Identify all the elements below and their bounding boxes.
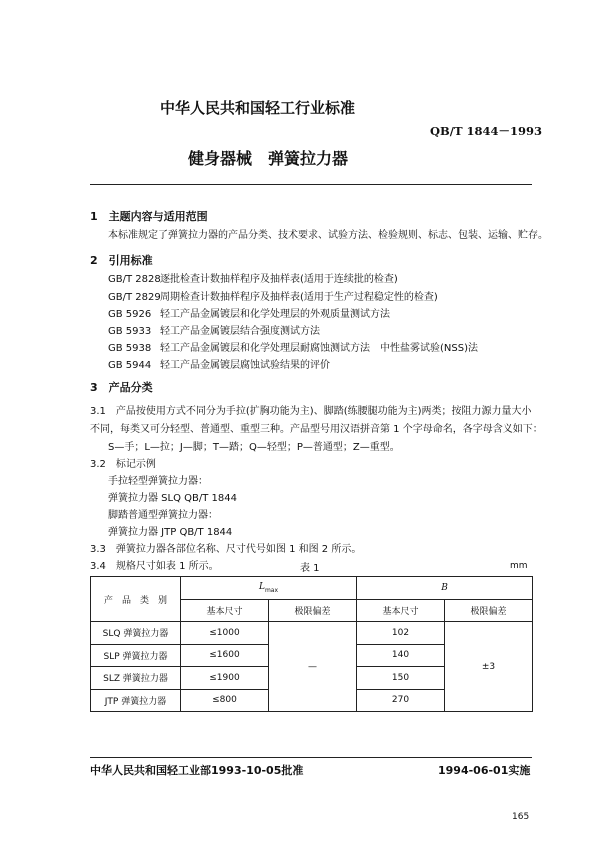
section-3-heading: 3 产品分类 xyxy=(90,381,153,394)
clause-3-4: 3.4 规格尺寸如表 1 所示。 xyxy=(90,561,219,572)
clause-3-1-line: 不同，每类又可分轻型、普通型、重型三种。产品型号用汉语拼音第 1 个字母命名，各字母含义如下： xyxy=(90,424,543,435)
reference-code: GB/T 2828 xyxy=(108,274,161,285)
reference-code: GB 5944 xyxy=(108,360,152,371)
reference-desc: 轻工产品金属镀层和化学处理层耐腐蚀测试方法 中性盐雾试验(NSS)法 xyxy=(160,343,478,354)
table-caption: 表 1 xyxy=(300,563,320,574)
reference-code: GB 5926 xyxy=(108,309,152,320)
reference-code: GB 5933 xyxy=(108,326,152,337)
reference-item xyxy=(108,356,330,371)
reference-desc: 轻工产品金属镀层结合强度测试方法 xyxy=(160,326,320,337)
header-b: B xyxy=(357,577,533,600)
table-row xyxy=(91,622,533,645)
reference-desc: 轻工产品金属镀层腐蚀试验结果的评价 xyxy=(160,360,330,371)
section-1-heading: 1 主题内容与适用范围 xyxy=(90,210,208,223)
document-title: 健身器械 弹簧拉力器 xyxy=(188,149,349,168)
clause-3-1-line: S—手；L—拉；J—脚；T—踏；Q—轻型；P—普通型；Z—重型。 xyxy=(108,442,400,453)
reference-item xyxy=(108,339,478,354)
reference-item xyxy=(108,305,390,320)
clause-3-2-heading: 3.2 标记示例 xyxy=(90,459,156,470)
clause-3-3: 3.3 弹簧拉力器各部位名称、尺寸代号如图 1 和图 2 所示。 xyxy=(90,544,362,555)
cell-lmax-basic: ≤1000 xyxy=(181,622,269,645)
cell-lmax-limit: — xyxy=(269,622,357,712)
standard-title: 中华人民共和国轻工行业标准 xyxy=(160,99,356,117)
footer-rule xyxy=(90,757,532,758)
effective-date: 1994-06-01实施 xyxy=(438,764,531,777)
subheader-basic-size: 基本尺寸 xyxy=(357,599,445,622)
marking-example-line: 脚踏普通型弹簧拉力器： xyxy=(108,510,218,521)
table-unit: mm xyxy=(510,561,528,571)
cell-b-basic: 140 xyxy=(357,644,445,667)
dimension-table xyxy=(90,576,533,712)
clause-3-1-line: 3.1 产品按使用方式不同分为手拉(扩胸功能为主)、脚踏(练腰腿功能为主)两类；按阻力源力量大小 xyxy=(90,406,532,417)
section-1-body: 本标准规定了弹簧拉力器的产品分类、技术要求、试验方法、检验规则、标志、包装、运输、贮存。 xyxy=(108,230,548,241)
reference-item xyxy=(108,288,438,303)
header-lmax: $L_{max}$ xyxy=(181,577,357,600)
reference-code: GB/T 2829 xyxy=(108,292,161,303)
reference-item xyxy=(108,270,398,285)
subheader-basic-size: 基本尺寸 xyxy=(181,599,269,622)
reference-desc: 逐批检查计数抽样程序及抽样表(适用于连续批的检查) xyxy=(160,274,398,285)
cell-b-basic: 150 xyxy=(357,667,445,690)
reference-desc: 周期检查计数抽样程序及抽样表(适用于生产过程稳定性的检查) xyxy=(160,292,438,303)
reference-code: GB 5938 xyxy=(108,343,152,354)
cell-product: JTP 弹簧拉力器 xyxy=(91,689,181,712)
cell-b-limit: ±3 xyxy=(445,622,533,712)
reference-item xyxy=(108,322,320,337)
subheader-limit-deviation: 极限偏差 xyxy=(269,599,357,622)
cell-b-basic: 102 xyxy=(357,622,445,645)
approval-line: 中华人民共和国轻工业部1993-10-05批准 xyxy=(90,764,304,777)
reference-desc: 轻工产品金属镀层和化学处理层的外观质量测试方法 xyxy=(160,309,390,320)
marking-example-line: 手拉轻型弹簧拉力器： xyxy=(108,476,208,487)
cell-lmax-basic: ≤1900 xyxy=(181,667,269,690)
cell-product: SLZ 弹簧拉力器 xyxy=(91,667,181,690)
standard-number: QB/T 1844－1993 xyxy=(430,124,543,138)
header-product-category: 产 品 类 别 xyxy=(91,577,181,622)
cell-product: SLP 弹簧拉力器 xyxy=(91,644,181,667)
header-rule xyxy=(90,184,532,185)
page-number: 165 xyxy=(512,812,530,822)
cell-b-basic: 270 xyxy=(357,689,445,712)
marking-example-line: 弹簧拉力器 JTP QB/T 1844 xyxy=(108,527,233,538)
marking-example-line: 弹簧拉力器 SLQ QB/T 1844 xyxy=(108,493,237,504)
subheader-limit-deviation: 极限偏差 xyxy=(445,599,533,622)
cell-lmax-basic: ≤800 xyxy=(181,689,269,712)
section-2-heading: 2 引用标准 xyxy=(90,254,153,267)
cell-product: SLQ 弹簧拉力器 xyxy=(91,622,181,645)
cell-lmax-basic: ≤1600 xyxy=(181,644,269,667)
